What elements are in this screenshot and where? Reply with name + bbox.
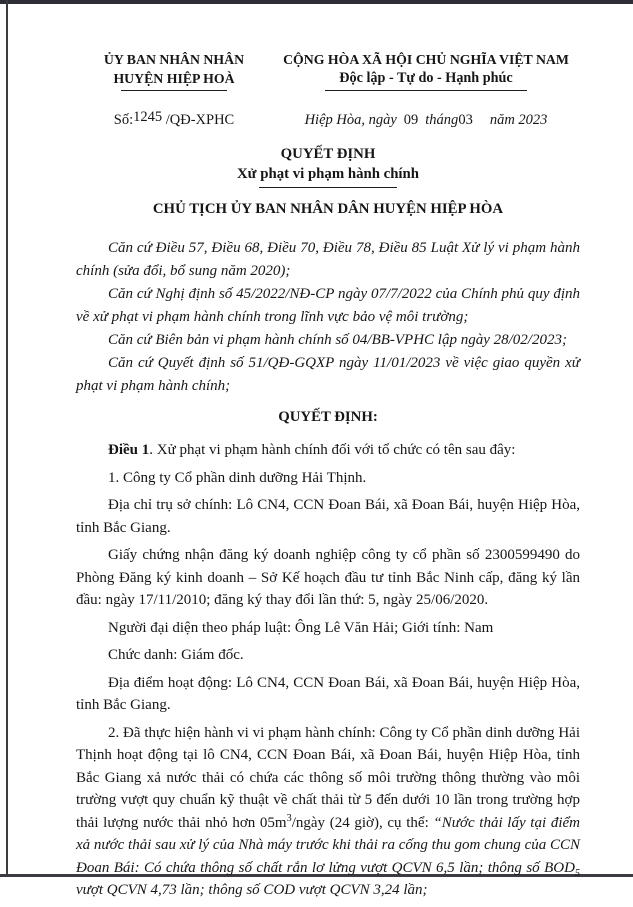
authority-underline bbox=[121, 90, 227, 91]
preamble-paragraph: Căn cứ Biên bản vi phạm hành chính số 04/BB-VPHC lập ngày 28/02/2023; bbox=[108, 332, 567, 348]
national-title: CỘNG HÒA XÃ HỘI CHỦ NGHĨA VIỆT NAM bbox=[283, 52, 569, 67]
date-month-label: tháng bbox=[425, 112, 459, 128]
document-title: QUYẾT ĐỊNH bbox=[280, 146, 376, 162]
operation-site: Địa điểm hoạt động: Lô CN4, CCN Đoan Bái, xã Đoan Bái, huyện Hiệp Hòa, tỉnh Bắc Giang. bbox=[76, 674, 580, 713]
issuing-authority-unit: HUYỆN HIỆP HOÀ bbox=[113, 71, 235, 86]
issuing-authority-name: ỦY BAN NHÂN NHÂN bbox=[103, 52, 245, 67]
document-header bbox=[76, 50, 580, 91]
date-year: năm 2023 bbox=[489, 112, 548, 128]
decision-heading: QUYẾT ĐỊNH: bbox=[278, 409, 378, 425]
representative-position: Chức danh: Giám đốc. bbox=[108, 647, 244, 663]
preamble-paragraph: Căn cứ Quyết định số 51/QĐ-GQXP ngày 11/01/2023 về việc giao quyền xử phạt vi phạm hành chính; bbox=[76, 355, 580, 394]
date-day: 09 bbox=[403, 112, 419, 128]
preamble-paragraph: Căn cứ Nghị định số 45/2022/NĐ-CP ngày 07/7/2022 của Chính phủ quy định về xử phạt vi phạm hành chính trong lĩnh vực bảo vệ môi trường; bbox=[76, 286, 580, 325]
article-1-section bbox=[76, 439, 580, 902]
document-number-value: 1245 bbox=[133, 109, 163, 125]
document-date bbox=[272, 112, 580, 129]
bod-subscript: 5 bbox=[574, 867, 580, 879]
scan-border-left bbox=[6, 0, 8, 877]
national-motto: Độc lập - Tự do - Hạnh phúc bbox=[339, 70, 513, 86]
national-header-block bbox=[272, 50, 580, 91]
document-content bbox=[76, 50, 580, 907]
document-number bbox=[76, 109, 272, 129]
article-1-intro-text: . Xử phạt vi phạm hành chính đối với tổ chức có tên sau đây: bbox=[149, 442, 516, 458]
issuer-title: CHỦ TỊCH ỦY BAN NHÂN DÂN HUYỆN HIỆP HÒA bbox=[152, 201, 504, 217]
company-name: 1. Công ty Cổ phần dinh dưỡng Hải Thịnh. bbox=[108, 469, 367, 486]
company-address: Địa chỉ trụ sở chính: Lô CN4, CCN Đoan Bái, xã Đoan Bái, huyện Hiệp Hòa, tỉnh Bắc Giang. bbox=[76, 497, 580, 536]
motto-underline bbox=[325, 90, 527, 91]
legal-representative: Người đại diện theo pháp luật: Ông Lê Văn Hải; Giới tính: Nam bbox=[108, 619, 494, 636]
violation-quote: “Nước thải lấy tại điểm xả nước thải sau xử lý của Nhà máy trước khi thải ra cống thu gom chung của CCN Đoan Bái: Có chứa thông số chất rắn lơ lửng vượt QCVN 6,5 lần; thông số BOD bbox=[76, 814, 580, 876]
document-number-label: Số: bbox=[113, 112, 134, 128]
document-number-suffix: /QĐ-XPHC bbox=[162, 112, 235, 128]
document-title-block bbox=[76, 144, 580, 218]
violation-text: 2. Đã thực hiện hành vi vi phạm hành chính: Công ty Cổ phần dinh dưỡng Hải Thịnh hoạt động tại lô CN4, CCN Đoan Bái, xã Đoan Bái, huyện Hiệp Hòa, tỉnh Bắc Giang xả nước thải có chứa các thông số môi trường thông thường vào môi trường vượt quy chuẩn kỹ thuật về chất thải từ 5 đến dưới 10 lần trong trường hợp thải lượng nước thải nhỏ hơn 05m bbox=[76, 724, 580, 831]
scan-border-top bbox=[0, 0, 633, 4]
cubic-superscript: 3 bbox=[286, 812, 292, 824]
date-month-value: 03 bbox=[458, 112, 473, 128]
article-1-label: Điều 1 bbox=[108, 442, 150, 458]
date-place: Hiệp Hòa, ngày bbox=[304, 112, 397, 128]
violation-description bbox=[76, 722, 580, 902]
preamble-section bbox=[76, 237, 580, 398]
violation-text-cont: /ngày (24 giờ), cụ thể: bbox=[291, 814, 434, 831]
article-1-intro bbox=[76, 439, 580, 462]
business-license: Giấy chứng nhận đăng ký doanh nghiệp công ty cổ phần số 2300599490 do Phòng Đăng ký kinh doanh – Sở Kế hoạch đầu tư tỉnh Bắc Ninh cấp, đăng ký lần đầu: ngày 17/11/2010; đăng ký thay đổi lần thứ: 5, ngày 25/06/2020. bbox=[76, 547, 580, 608]
document-subtitle: Xử phạt vi phạm hành chính bbox=[237, 166, 419, 182]
issuing-authority-block bbox=[76, 50, 272, 91]
number-date-row bbox=[76, 109, 580, 129]
violation-quote-cont: vượt QCVN 4,73 lần; thông số COD vượt QCVN 3,24 lần; bbox=[76, 882, 428, 898]
title-underline bbox=[259, 187, 397, 188]
preamble-paragraph: Căn cứ Điều 57, Điều 68, Điều 70, Điều 78, Điều 85 Luật Xử lý vi phạm hành chính (sửa đổi, bổ sung năm 2020); bbox=[76, 240, 580, 279]
